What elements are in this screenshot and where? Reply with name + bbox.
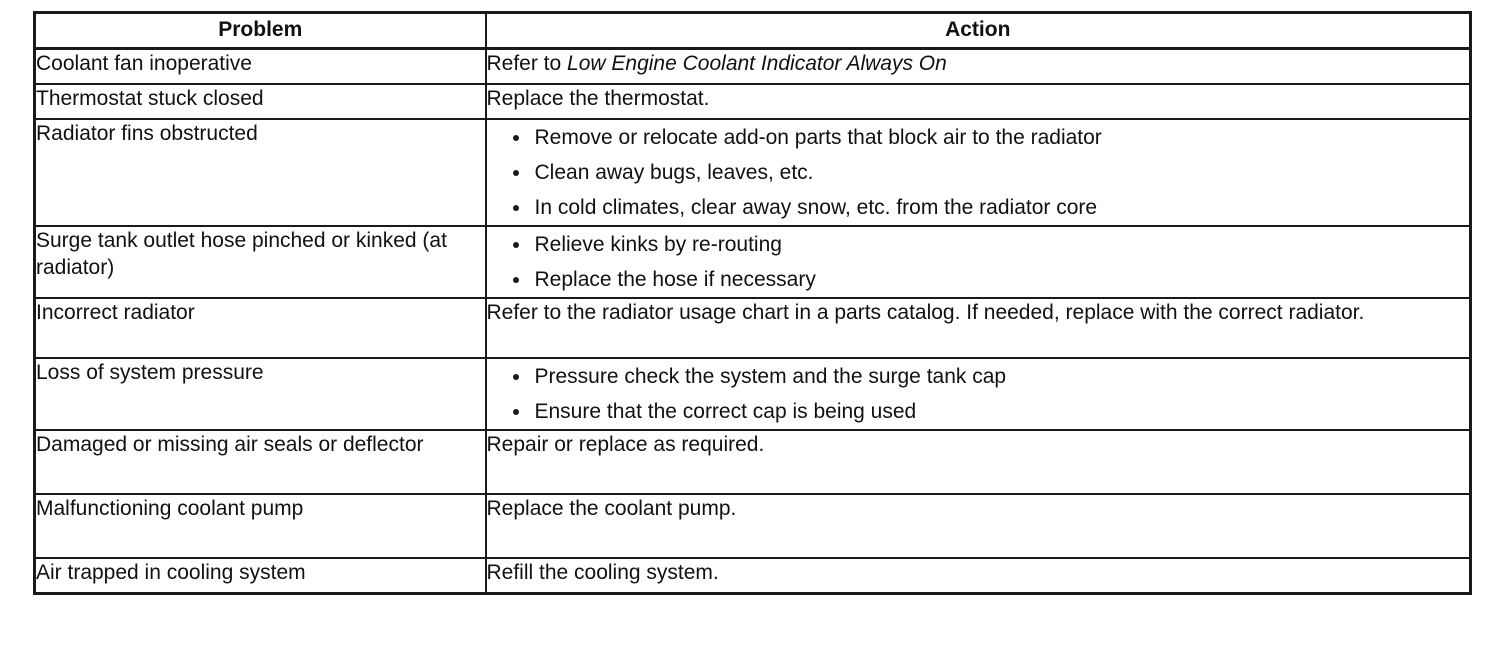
- problem-cell: Air trapped in cooling system: [35, 558, 486, 594]
- action-bullet-item: Remove or relocate add-on parts that block air to the radiator: [511, 120, 1470, 155]
- action-bullet-list: [487, 227, 1470, 297]
- action-bullet-item: Relieve kinks by re-routing: [511, 227, 1470, 262]
- problem-cell: Coolant fan inoperative: [35, 49, 486, 85]
- action-cell: Repair or replace as required.: [486, 430, 1471, 494]
- action-cell: Replace the thermostat.: [486, 84, 1471, 119]
- problem-cell: Malfunctioning coolant pump: [35, 494, 486, 558]
- action-cell: [486, 49, 1471, 85]
- table-row: [35, 494, 1471, 558]
- problem-cell: Thermostat stuck closed: [35, 84, 486, 119]
- problem-cell: Radiator fins obstructed: [35, 119, 486, 226]
- problem-column-header: Problem: [35, 13, 486, 49]
- problem-cell: Damaged or missing air seals or deflector: [35, 430, 486, 494]
- problem-cell: Incorrect radiator: [35, 298, 486, 358]
- action-bullet-item: Replace the hose if necessary: [511, 262, 1470, 297]
- action-bullet-item: Pressure check the system and the surge tank cap: [511, 359, 1470, 394]
- table-row: [35, 430, 1471, 494]
- action-text: Refer to: [486, 52, 568, 75]
- table-row: [35, 49, 1471, 85]
- table-row: [35, 119, 1471, 226]
- action-cell: Refer to the radiator usage chart in a parts catalog. If needed, replace with the correct radiator.: [486, 298, 1471, 358]
- action-bullet-item: Ensure that the correct cap is being used: [511, 394, 1470, 429]
- table-row: [35, 558, 1471, 594]
- troubleshooting-table: [33, 11, 1472, 595]
- action-cell: [486, 226, 1471, 298]
- action-bullet-item: In cold climates, clear away snow, etc. from the radiator core: [511, 190, 1470, 225]
- action-cell: [486, 358, 1471, 430]
- action-cell: [486, 119, 1471, 226]
- table-row: [35, 298, 1471, 358]
- action-bullet-list: [487, 359, 1470, 429]
- problem-cell: Surge tank outlet hose pinched or kinked (at radiator): [35, 226, 486, 298]
- table-header-row: [35, 13, 1471, 49]
- table-row: [35, 358, 1471, 430]
- action-column-header: Action: [486, 13, 1471, 49]
- action-cell: Refill the cooling system.: [486, 558, 1471, 594]
- action-bullet-item: Clean away bugs, leaves, etc.: [511, 155, 1470, 190]
- table-row: [35, 84, 1471, 119]
- action-bullet-list: [487, 120, 1470, 225]
- action-reference: Low Engine Coolant Indicator Always On: [567, 52, 947, 75]
- problem-cell: Loss of system pressure: [35, 358, 486, 430]
- table-row: [35, 226, 1471, 298]
- action-cell: Replace the coolant pump.: [486, 494, 1471, 558]
